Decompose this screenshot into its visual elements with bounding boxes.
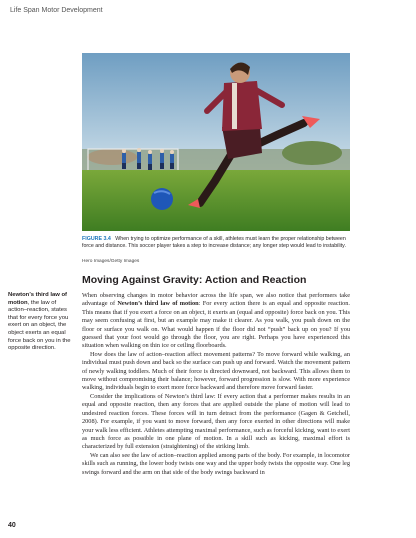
paragraph-text: When observing changes in motor behavior across the life span, we also notice that performers take advantage of [82, 292, 350, 308]
soccer-player-photo [82, 53, 350, 231]
figure-label: FIGURE 3.4 [82, 236, 111, 242]
page-number: 40 [8, 522, 16, 529]
running-head: Life Span Motor Development [10, 7, 103, 14]
paragraph: Consider the implications of Newton’s third law: If every action that a performer makes results in an equal and opposite reaction, then any forces that are applied outside the plane of motion will lead to undesired reaction forces. These forces will in turn detract from the performance (Gagen & Getchell, 2008). For example, if you want to move forward, then any force exerted in other directions will make your walk less efficient. Athletes attempting maximal performance, such as forceful kicking, want to exert as much force as possible in one plane of motion. In a skill such as kicking, maximal effort is characterized by full extension (straightening) of the striking limb. [82, 392, 350, 451]
figure-caption [82, 236, 350, 251]
figure-credit: Hero Images/Getty Images [82, 259, 140, 264]
margin-note-definition: , the law of action–reaction, states that for every force you exert on an object, the object exerts an equal force back on you in the opposite direction. [8, 299, 71, 352]
margin-note-term: Newton’s third law of motion [8, 292, 68, 306]
paragraph [82, 292, 350, 351]
figure-caption-text: When trying to optimize performance of a skill, athletes must learn the proper relationship between force and distance. This soccer player takes a step to increase distance; any longer step would lead to instability. [82, 236, 346, 250]
margin-note [8, 292, 74, 353]
body-text [82, 292, 350, 477]
paragraph-text: : For every action there is an equal and opposite reaction. This means that if you exert a force on an object, it exerts an (equal and opposite) force back on you. This may seem confusing at first, but an example may make it clearer. As you walk, you push down on the floor or surface you walk on. What would happen if the floor did not “push” back up on you? If you guessed that your foot would go through the floor, you are right. Perhaps you have experienced this situation when walking on thin ice or ceiling floorboards. [82, 300, 350, 350]
paragraph: We can also see the law of action–reaction applied among parts of the body. For example, in locomotor skills such as running, the lower body twists one way and the upper body twists the opposite way. One leg swings forward and the arm on that side of the body swings backward in [82, 451, 350, 476]
figure-photo [82, 53, 350, 231]
section-heading: Moving Against Gravity: Action and Reaction [82, 274, 307, 286]
paragraph: How does the law of action–reaction affect movement patterns? To move forward while walking, an individual must push down and back so the surface can push up and forward. Watch the movement pattern of newly walking toddlers. Much of their force is directed downward, not backward. This allows them to move without compromising their balance; however, forward progression is slow. With more experience walking, individuals begin to exert more force backward and therefore move forward faster. [82, 350, 350, 392]
key-term: Newton’s third law of motion [117, 300, 199, 308]
